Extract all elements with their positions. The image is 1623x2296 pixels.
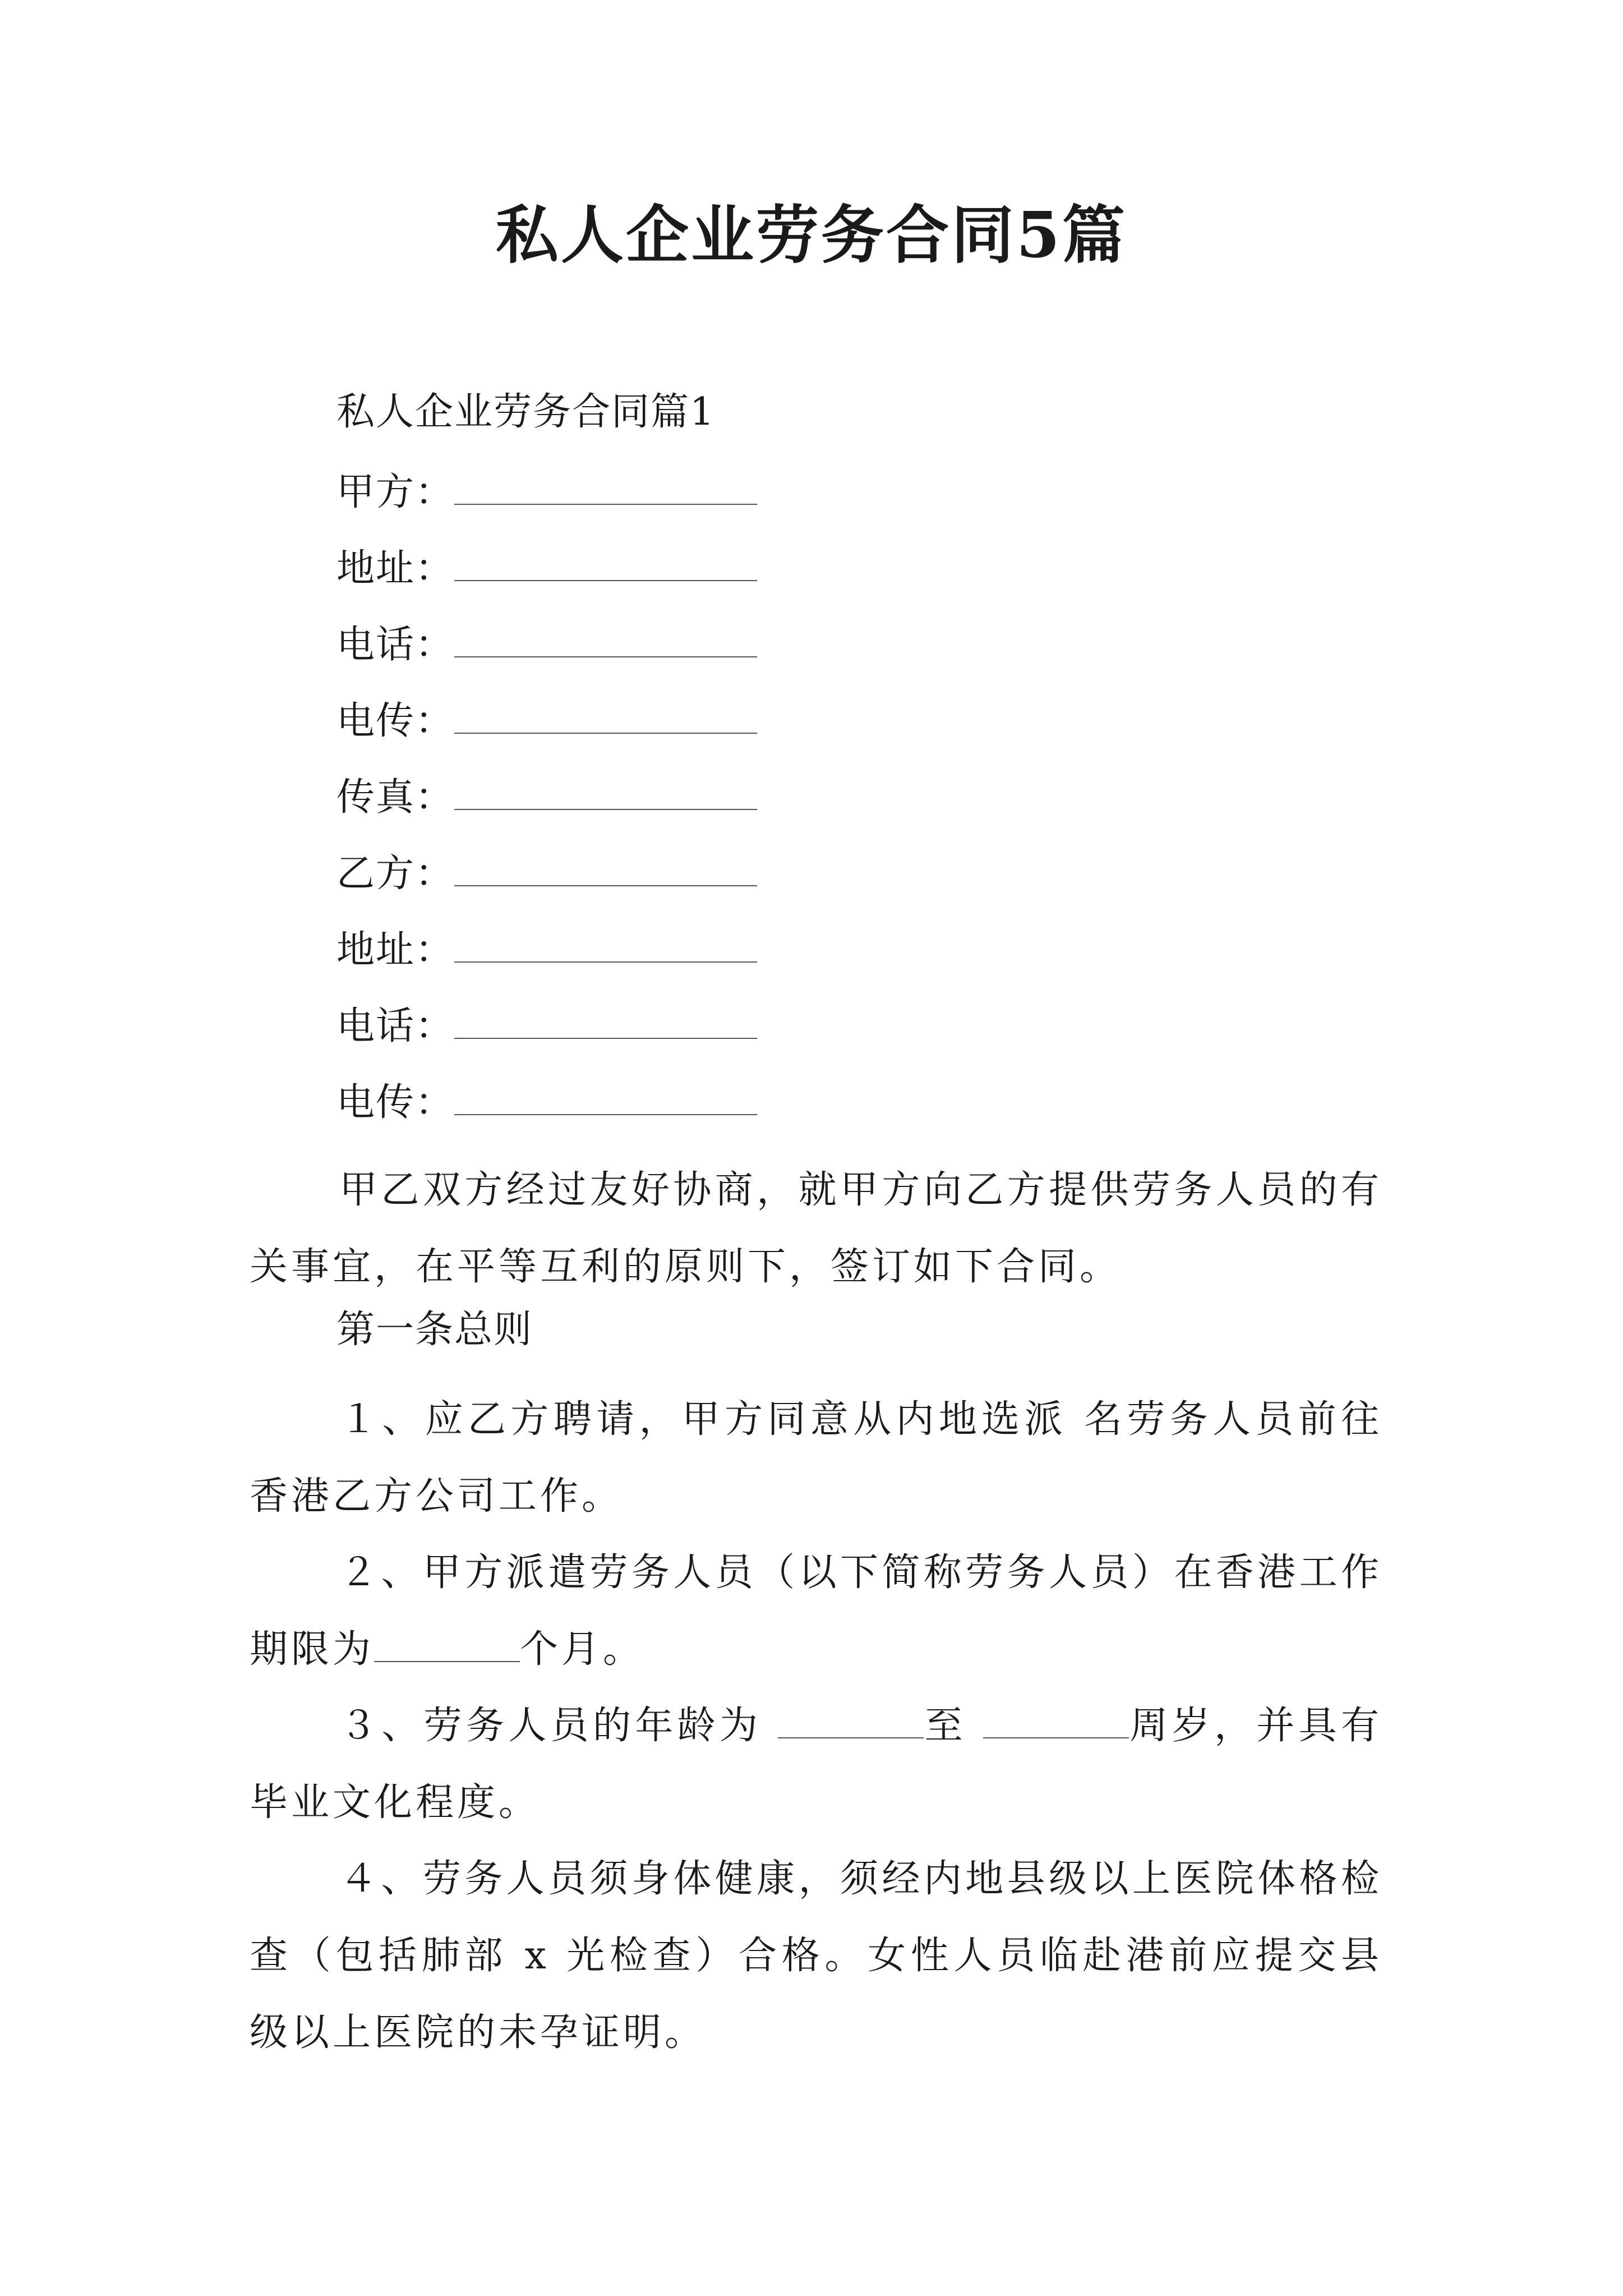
field-row xyxy=(336,464,757,518)
clause-2 xyxy=(250,1534,1382,1688)
clause-3 xyxy=(250,1687,1382,1841)
field-label: 地址： xyxy=(336,928,455,972)
fill-blank xyxy=(454,617,757,657)
field-row xyxy=(336,846,757,899)
fill-blank xyxy=(454,464,757,505)
contract-subtitle: 私人企业劳务合同篇1 xyxy=(336,390,716,434)
fill-blank xyxy=(374,1622,520,1662)
fill-blank xyxy=(454,922,757,963)
intro-paragraph: 甲乙双方经过友好协商，就甲方向乙方提供劳务人员的有关事宜，在平等互利的原则下，签订如下合同。 xyxy=(250,1168,1382,1289)
field-row xyxy=(336,1075,757,1128)
field-label: 电话： xyxy=(336,1004,455,1048)
fill-blank xyxy=(454,999,757,1039)
field-label: 甲方： xyxy=(336,470,455,514)
fill-blank xyxy=(454,541,757,581)
field-label: 乙方： xyxy=(336,852,455,896)
field-label: 地址： xyxy=(336,546,455,591)
clause-3-text: ３、劳务人员的年龄为 xyxy=(339,1704,778,1748)
clause-3-text-end: 周岁，并具有 毕业文化程度。 xyxy=(250,1704,1382,1825)
field-row xyxy=(336,617,757,670)
fill-blank xyxy=(454,693,757,734)
fill-blank xyxy=(983,1698,1129,1738)
field-row xyxy=(336,999,757,1052)
field-row xyxy=(336,541,757,594)
field-label: 电传： xyxy=(336,1080,455,1125)
fill-blank xyxy=(454,846,757,886)
section-heading: 第一条总则 xyxy=(336,1308,533,1352)
fill-blank xyxy=(454,1075,757,1115)
clause-2-text: ２、甲方派遣劳务人员（以下简称劳务人员）在香港工作期限为 xyxy=(250,1550,1382,1672)
fill-blank xyxy=(454,770,757,810)
clause-4: ４、劳务人员须身体健康，须经内地县级以上医院体格检查（包括肺部 x 光检查）合格。女性人员临赴港前应提交县级以上医院的未孕证明。 xyxy=(250,1857,1382,2055)
field-label: 传真： xyxy=(336,775,455,820)
fill-blank xyxy=(778,1698,924,1738)
field-row xyxy=(336,693,757,747)
field-row xyxy=(336,922,757,976)
field-label: 电话： xyxy=(336,623,455,667)
field-row xyxy=(336,770,757,823)
clause-1: １、应乙方聘请，甲方同意从内地选派 名劳务人员前往香港乙方公司工作。 xyxy=(250,1397,1382,1519)
clause-2-unit: 个月。 xyxy=(520,1627,645,1672)
document-title: 私人企业劳务合同5篇 xyxy=(496,199,1127,272)
field-label: 电传： xyxy=(336,699,455,743)
clause-3-text-mid: 至 xyxy=(924,1704,983,1748)
